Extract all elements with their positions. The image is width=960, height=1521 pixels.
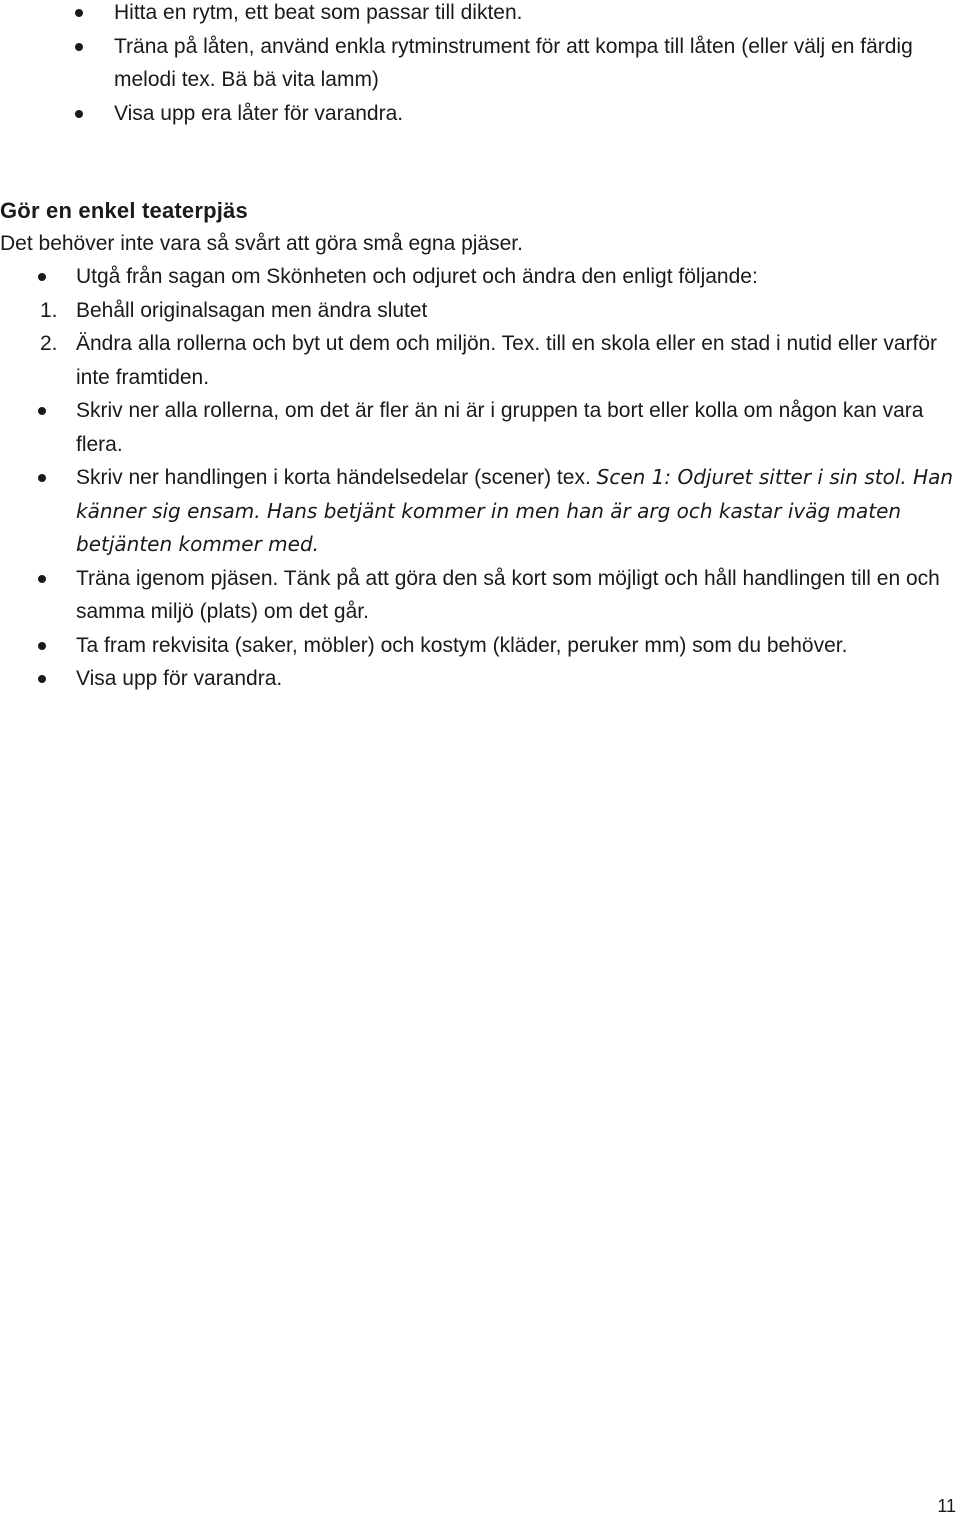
list-item-text: Träna på låten, använd enkla rytminstrument för att kompa till låten (eller välj en färdig melodi tex. Bä bä vita lamm) [114,34,913,91]
numbered-item-text: Behåll originalsagan men ändra slutet [76,298,428,322]
scene-example-text: Scen 1: Odjuret sitter i sin stol. Han känner sig ensam. Hans betjänt kommer in men han är arg och kastar iväg maten betjänten kommer med. [76,465,954,556]
section-intro: Det behöver inte vara så svårt att göra små egna pjäser. [0,232,523,255]
bullet-icon [38,575,46,583]
instruction-list [40,260,956,696]
bullet-icon [75,110,83,118]
item-number: 2. [40,332,58,355]
list-item [76,461,956,562]
page-number: 11 [937,1496,956,1516]
list-item [114,0,944,30]
list-item-text: Träna igenom pjäsen. Tänk på att göra den så kort som möjligt och håll handlingen till en och samma miljö (plats) om det går. [76,566,940,623]
list-item [114,97,944,131]
list-item-text: Visa upp era låter för varandra. [114,101,404,125]
list-item [76,662,956,696]
list-item [76,629,956,663]
list-item [40,260,956,394]
list-item-text: Skriv ner handlingen i korta händelsedelar (scener) tex. [76,466,591,489]
list-item-text: Ta fram rekvisita (saker, möbler) och kostym (kläder, peruker mm) som du behöver. [76,633,848,657]
bullet-icon [75,9,83,17]
bullet-icon [38,273,46,281]
bullet-icon [38,407,46,415]
section-heading: Gör en enkel teaterpjäs [0,198,248,223]
numbered-item [0,327,956,394]
list-item-text: Utgå från sagan om Skönheten och odjuret och ändra den enligt följande: [76,265,758,288]
numbered-item [0,294,956,328]
numbered-list [0,294,956,395]
list-item [76,394,956,461]
item-number: 1. [40,298,58,322]
bullet-icon [75,43,83,51]
list-item [114,30,944,97]
list-item-text: Skriv ner alla rollerna, om det är fler än ni är i gruppen ta bort eller kolla om någon kan vara flera. [76,399,924,456]
bullet-icon [38,675,46,683]
bullet-icon [38,642,46,650]
numbered-item-text: Ändra alla rollerna och byt ut dem och miljön. Tex. till en skola eller en stad i nutid eller varför inte framtiden. [76,332,938,389]
list-item-text: Hitta en rytm, ett beat som passar till dikten. [114,1,523,24]
top-bullet-list [114,0,944,130]
bullet-icon [38,474,46,482]
list-item-text: Visa upp för varandra. [76,667,283,690]
list-item [76,562,956,629]
